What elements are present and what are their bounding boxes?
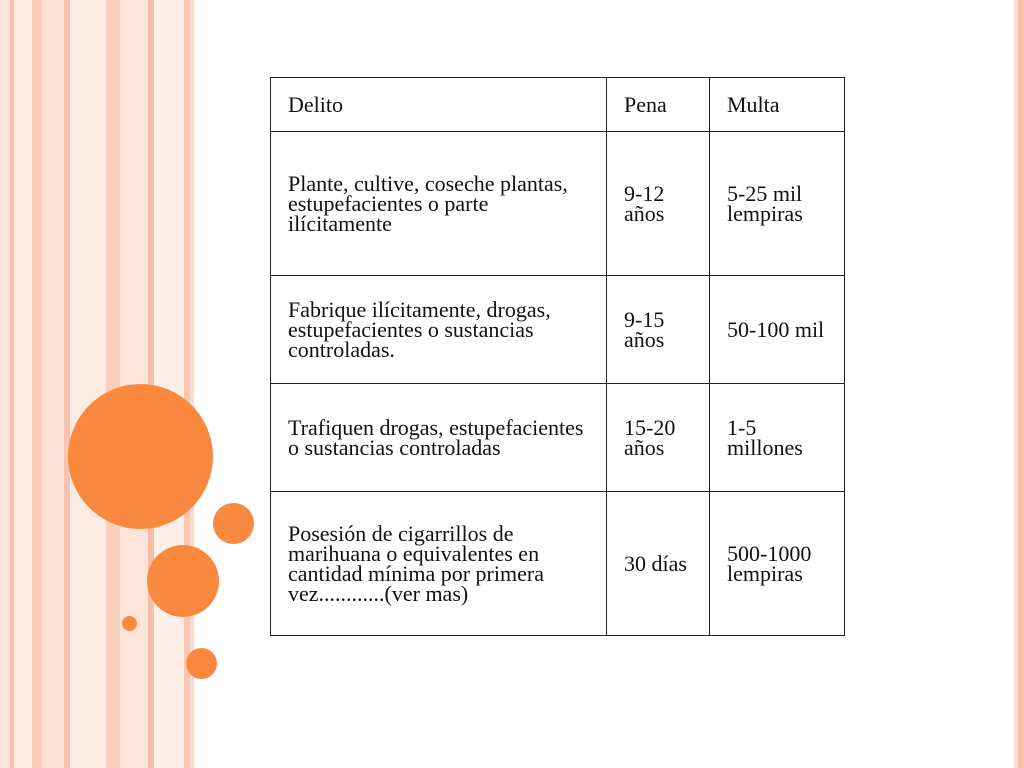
cell-pena: 9-15 años [607, 276, 710, 384]
medium-circle [147, 545, 219, 617]
tiny-circle [122, 616, 137, 631]
cell-pena: 15-20 años [607, 384, 710, 492]
cell-delito: Plante, cultive, coseche plantas, estupefacientes o parte ilícitamente [271, 132, 607, 276]
cell-delito: Trafiquen drogas, estupefacientes o sustancias controladas [271, 384, 607, 492]
column-header-multa: Multa [710, 78, 845, 132]
cell-multa: 5-25 mil lempiras [710, 132, 845, 276]
cell-multa: 50-100 mil [710, 276, 845, 384]
cell-multa: 500-1000 lempiras [710, 492, 845, 636]
stripe [32, 0, 42, 768]
column-header-delito: Delito [271, 78, 607, 132]
stripe [14, 0, 32, 768]
column-header-pena: Pena [607, 78, 710, 132]
stripe [0, 0, 10, 768]
cell-multa: 1-5 millones [710, 384, 845, 492]
crime-penalty-table [270, 77, 845, 636]
stripe [42, 0, 64, 768]
stripe [1018, 0, 1024, 768]
table-row [271, 276, 845, 384]
small-circle [213, 503, 254, 544]
table-row [271, 384, 845, 492]
table-row [271, 492, 845, 636]
table-row [271, 132, 845, 276]
cell-delito: Posesión de cigarrillos de marihuana o equivalentes en cantidad mínima por primera vez............(ver mas) [271, 492, 607, 636]
stripe [70, 0, 106, 768]
small-circle [186, 648, 217, 679]
large-circle [68, 384, 213, 529]
stripe [106, 0, 120, 768]
cell-pena: 9-12 años [607, 132, 710, 276]
stripe [154, 0, 184, 768]
cell-pena: 30 días [607, 492, 710, 636]
cell-delito: Fabrique ilícitamente, drogas, estupefacientes o sustancias controladas. [271, 276, 607, 384]
table-header-row [271, 78, 845, 132]
